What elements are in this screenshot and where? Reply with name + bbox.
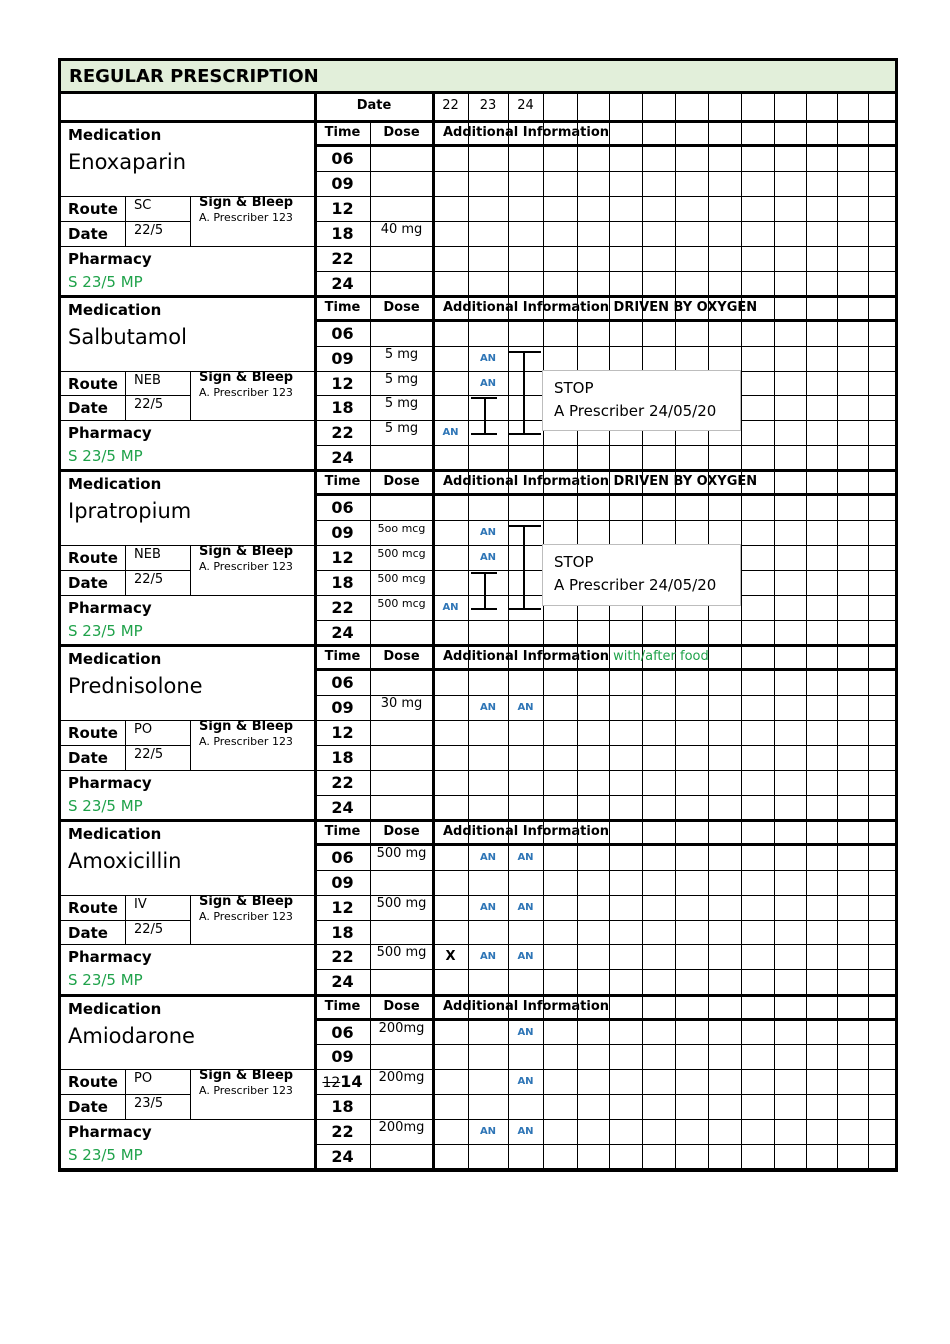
pharmacy-label: Pharmacy [68, 599, 152, 617]
time-header: Time [324, 299, 361, 315]
date-value: 22/5 [134, 222, 164, 238]
dose-header: Dose [383, 823, 420, 839]
pharmacy-verification: S 23/5 MP [68, 1146, 143, 1165]
prescriber-signature: A. Prescriber 123 [199, 560, 293, 574]
time-slot: 18 [331, 573, 354, 593]
dose-header: Dose [383, 998, 420, 1014]
administered-initials: AN [479, 951, 497, 963]
route-label: Route [68, 199, 118, 218]
pharmacy-label: Pharmacy [68, 773, 152, 792]
dose-header: Dose [383, 125, 420, 140]
dose-omitted-mark: X [445, 949, 456, 965]
route-value: SC [134, 197, 152, 213]
dose-value: 5 mg [384, 371, 419, 387]
sign-bleep-label: Sign & Bleep [199, 893, 294, 909]
struck-time: 12 [322, 1075, 341, 1092]
dose-value: 5oo mcg [377, 522, 426, 536]
stop-signature: A Prescriber 24/05/20 [554, 576, 717, 595]
dose-value: 40 mg [380, 221, 423, 237]
prescriber-signature: A. Prescriber 123 [199, 1084, 293, 1098]
medication-name: Enoxaparin [68, 150, 187, 174]
additional-info-label: Additional Information [443, 474, 610, 490]
date-column-3: 24 [517, 98, 534, 113]
chart-border [58, 58, 898, 1172]
date-value: 23/5 [134, 1096, 164, 1112]
time-slot: 22 [331, 598, 354, 617]
time-slot: 18 [331, 398, 354, 418]
time-slot: 22 [331, 1122, 354, 1142]
route-label: Route [68, 549, 118, 568]
date-label: Date [68, 399, 108, 418]
time-header: Time [324, 998, 361, 1014]
date-column-1: 22 [442, 98, 459, 113]
time-slot: 09 [331, 698, 354, 717]
date-header-label: Date [356, 98, 392, 113]
time-slot: 22 [331, 772, 354, 792]
time-header: Time [324, 649, 361, 665]
medication-name: Amiodarone [68, 1023, 195, 1048]
medication-name: Prednisolone [68, 674, 203, 699]
time-header: Time [324, 125, 361, 140]
time-slot: 09 [331, 173, 354, 193]
additional-info-note: DRIVEN BY OXYGEN [609, 299, 758, 315]
medication-label: Medication [68, 999, 162, 1018]
route-value: PO [134, 1071, 153, 1087]
additional-info-label: Additional Information [443, 649, 610, 665]
additional-info-label: Additional Information [443, 299, 610, 315]
administered-initials: AN [517, 951, 534, 963]
administered-initials: AN [442, 427, 459, 439]
time-slot: 24 [331, 622, 354, 642]
route-value: NEB [134, 547, 161, 563]
time-slot: 09 [331, 348, 354, 368]
sign-bleep-label: Sign & Bleep [199, 544, 294, 560]
pharmacy-label: Pharmacy [68, 948, 152, 967]
route-label: Route [68, 374, 118, 393]
time-slot: 18 [331, 223, 354, 243]
route-value: NEB [134, 372, 161, 388]
time-slot: 09 [331, 872, 354, 892]
time-header: Time [324, 823, 361, 839]
pharmacy-verification: S 23/5 MP [68, 272, 143, 291]
dose-value: 200mg [378, 1020, 425, 1036]
pharmacy-label: Pharmacy [68, 424, 152, 443]
dose-value: 500 mcg [377, 572, 426, 586]
time-slot: 06 [331, 323, 354, 343]
medication-label: Medication [68, 300, 162, 319]
dose-header: Dose [383, 474, 420, 490]
medication-label: Medication [68, 126, 162, 144]
medication-label: Medication [68, 475, 162, 494]
dose-value: 200mg [378, 1120, 425, 1136]
additional-info-label: Additional Information [443, 823, 610, 839]
dose-value: 5 mg [384, 421, 419, 437]
time-slot: 09 [331, 1047, 354, 1067]
route-label: Route [68, 898, 118, 917]
dose-header: Dose [383, 649, 420, 665]
administered-initials: AN [442, 602, 459, 613]
administered-initials: AN [479, 352, 497, 364]
time-slot: 12 [331, 897, 354, 917]
administered-initials: AN [479, 377, 497, 389]
time-slot: 24 [331, 797, 354, 817]
route-value: PO [134, 721, 153, 737]
time-slot: 09 [331, 523, 354, 543]
route-value: IV [134, 896, 147, 912]
pharmacy-verification: S 23/5 MP [68, 796, 143, 815]
administered-initials: AN [517, 702, 534, 713]
additional-info-note: with/after food [609, 649, 709, 665]
time-slot: 24 [331, 448, 354, 468]
time-slot: 22 [331, 248, 354, 268]
dose-value: 5 mg [384, 396, 419, 412]
prescriber-signature: A. Prescriber 123 [199, 734, 293, 748]
dose-value: 500 mcg [377, 547, 426, 561]
time-slot: 22 [331, 423, 354, 443]
time-slot: 12 [331, 373, 354, 393]
administered-initials: AN [479, 1126, 497, 1138]
prescriber-signature: A. Prescriber 123 [199, 909, 293, 923]
medication-name: Ipratropium [68, 499, 192, 524]
administered-initials: AN [479, 901, 497, 913]
time-slot: 24 [331, 1147, 354, 1166]
medication-name: Amoxicillin [68, 848, 182, 873]
date-label: Date [68, 224, 108, 243]
administered-initials: AN [517, 1126, 534, 1138]
time-slot: 22 [331, 947, 354, 967]
sign-bleep-label: Sign & Bleep [199, 369, 294, 385]
pharmacy-label: Pharmacy [68, 1123, 152, 1142]
sign-bleep-label: Sign & Bleep [199, 194, 294, 210]
date-label: Date [68, 1098, 108, 1117]
pharmacy-verification: S 23/5 MP [68, 971, 143, 990]
additional-info-label: Additional Information [443, 125, 610, 140]
time-header: Time [324, 474, 361, 490]
date-label: Date [68, 923, 108, 942]
date-column-2: 23 [479, 98, 497, 113]
time-slot: 06 [331, 673, 354, 693]
sign-bleep-label: Sign & Bleep [199, 1068, 294, 1084]
date-value: 22/5 [134, 397, 164, 413]
additional-info-note: DRIVEN BY OXYGEN [609, 474, 758, 490]
dose-value: 500 mg [376, 895, 427, 911]
administered-initials: AN [517, 851, 534, 863]
administered-initials: AN [479, 527, 497, 539]
time-slot: 06 [331, 498, 354, 518]
time-slot: 12 [331, 722, 354, 742]
time-slot: 06 [331, 149, 354, 168]
medication-label: Medication [68, 650, 162, 669]
medication-name: Salbutamol [68, 324, 187, 349]
medication-label: Medication [68, 824, 162, 843]
time-slot: 12 [331, 198, 354, 218]
time-slot: 24 [331, 273, 354, 293]
date-value: 22/5 [134, 746, 164, 762]
dose-value: 500 mg [376, 845, 427, 861]
dose-value: 200mg [378, 1070, 425, 1086]
route-label: Route [68, 1073, 118, 1092]
administered-initials: AN [479, 552, 497, 564]
time-slot: 18 [331, 747, 354, 767]
prescriber-signature: A. Prescriber 123 [199, 385, 293, 399]
administered-initials: AN [479, 702, 497, 713]
time-slot: 24 [331, 972, 354, 992]
time-slot: 12 [331, 548, 354, 568]
dose-header: Dose [383, 299, 420, 315]
dose-value: 5 mg [384, 346, 419, 362]
page-title: REGULAR PRESCRIPTION [61, 61, 895, 91]
time-slot: 18 [331, 1097, 354, 1117]
dose-value: 500 mcg [377, 597, 426, 610]
dose-value: 30 mg [380, 696, 423, 711]
additional-info-label: Additional Information [443, 998, 610, 1014]
date-value: 22/5 [134, 572, 164, 588]
date-label: Date [68, 574, 108, 593]
administered-initials: AN [517, 901, 534, 913]
date-value: 22/5 [134, 921, 164, 937]
pharmacy-verification: S 23/5 MP [68, 622, 143, 640]
sign-bleep-label: Sign & Bleep [199, 718, 294, 734]
administered-initials: AN [517, 1076, 534, 1088]
time-slot: 06 [331, 847, 354, 867]
stop-text: STOP [554, 378, 594, 397]
time-slot: 06 [331, 1022, 354, 1042]
date-label: Date [68, 748, 108, 767]
stop-signature: A Prescriber 24/05/20 [554, 401, 717, 420]
pharmacy-label: Pharmacy [68, 249, 152, 268]
administered-initials: AN [517, 1026, 534, 1038]
corrected-time: 14 [340, 1072, 363, 1092]
administered-initials: AN [479, 851, 497, 863]
route-label: Route [68, 723, 118, 742]
stop-text: STOP [554, 553, 594, 572]
prescriber-signature: A. Prescriber 123 [199, 210, 293, 224]
dose-value: 500 mg [376, 945, 427, 961]
pharmacy-verification: S 23/5 MP [68, 447, 143, 466]
time-slot: 18 [331, 922, 354, 942]
